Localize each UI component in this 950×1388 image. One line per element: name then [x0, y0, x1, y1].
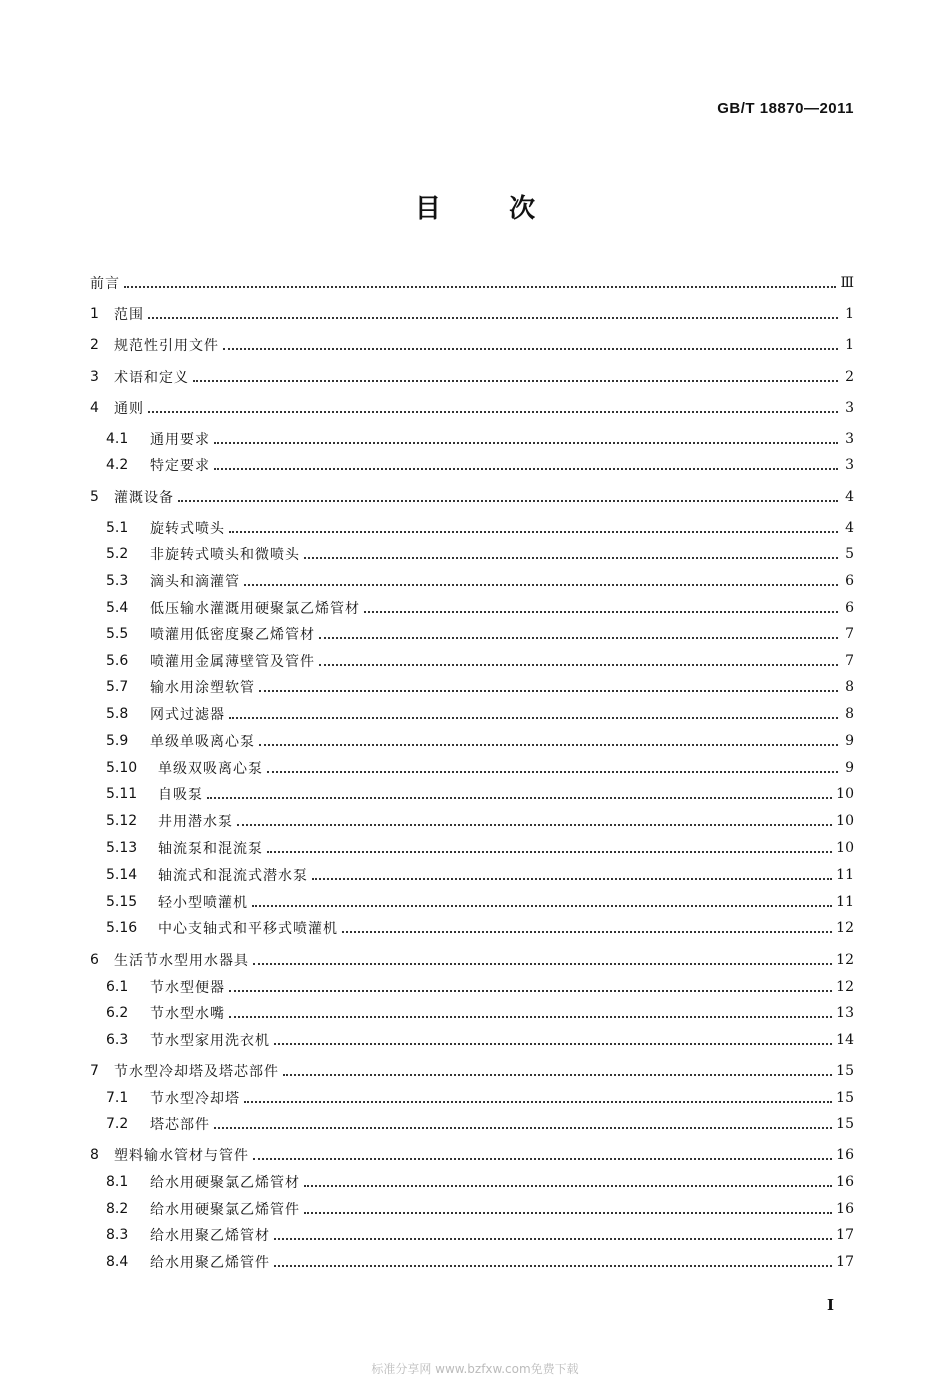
toc-entry-number: 8	[90, 1147, 99, 1163]
toc-entry-page: 13	[836, 1005, 854, 1021]
toc-entry-number: 4.1	[106, 431, 129, 447]
toc-entry-page: 5	[845, 546, 854, 562]
toc-entry-label: 轴流泵和混流泵	[158, 841, 263, 857]
toc-entry-page: 16	[836, 1174, 854, 1190]
toc-entry-number: 5.13	[106, 840, 138, 856]
toc-dot-leader	[148, 303, 838, 319]
toc-entry-label: 轻小型喷灌机	[158, 895, 248, 911]
watermark: 标准分享网 www.bzfxw.com免费下载	[371, 1362, 579, 1376]
toc-entry-number: 5.12	[106, 813, 138, 829]
toc-entry-label: 塔芯部件	[150, 1117, 210, 1133]
toc-entry-label: 规范性引用文件	[114, 338, 219, 354]
toc-entry-number: 7	[90, 1063, 99, 1079]
toc-entry[interactable]	[106, 597, 854, 619]
toc-entry-number: 1	[90, 306, 99, 322]
toc-entry[interactable]	[106, 1251, 854, 1273]
toc-entry-label: 通则	[114, 401, 144, 417]
toc-dot-leader	[283, 1060, 832, 1076]
toc-entry[interactable]	[106, 1087, 854, 1109]
toc-entry-page: 11	[836, 867, 854, 883]
toc-entry-page: 17	[836, 1227, 854, 1243]
toc-entry-number: 5.9	[106, 733, 129, 749]
toc-entry-page: 8	[845, 679, 854, 695]
toc-entry-number: 8.4	[106, 1254, 129, 1270]
toc-entry-page: 7	[845, 653, 854, 669]
toc-entry-page: 15	[836, 1116, 854, 1132]
title-char-2: 次	[509, 194, 536, 224]
toc-dot-leader	[207, 783, 832, 799]
toc-entry-number: 5.1	[106, 520, 129, 536]
toc-entry-label: 滴头和滴灌管	[150, 574, 240, 590]
toc-entry-number: 5.11	[106, 786, 138, 802]
toc-entry-label: 节水型水嘴	[150, 1006, 225, 1022]
toc-entry-number: 8.2	[106, 1201, 129, 1217]
toc-entry-page: 3	[845, 457, 854, 473]
toc-dot-leader	[237, 810, 832, 826]
toc-entry-page: 15	[836, 1090, 854, 1106]
toc-dot-leader	[364, 597, 838, 613]
toc-entry-label: 给水用聚乙烯管材	[150, 1228, 270, 1244]
toc-dot-leader	[253, 1144, 832, 1160]
toc-entry-label: 输水用涂塑软管	[150, 680, 255, 696]
toc-dot-leader	[274, 1224, 832, 1240]
toc-entry[interactable]	[106, 623, 854, 645]
toc-entry-page: 16	[836, 1147, 854, 1163]
toc-entry-label: 节水型冷却塔及塔芯部件	[114, 1064, 279, 1080]
toc-entry-number: 8.1	[106, 1174, 129, 1190]
toc-dot-leader	[214, 454, 838, 470]
toc-entry[interactable]	[106, 454, 854, 476]
toc-entry-page: 6	[845, 600, 854, 616]
toc-entry[interactable]	[90, 272, 854, 294]
toc-entry-page: 6	[845, 573, 854, 589]
toc-entry-label: 节水型冷却塔	[150, 1091, 240, 1107]
toc-entry-label: 自吸泵	[158, 787, 203, 803]
toc-entry-label: 网式过滤器	[150, 707, 225, 723]
toc-entry[interactable]	[90, 303, 854, 325]
toc-entry-page: 1	[845, 337, 854, 353]
title-char-1: 目	[414, 194, 441, 224]
toc-entry-label: 灌溉设备	[114, 490, 174, 506]
toc-entry-number: 5.10	[106, 760, 138, 776]
toc-entry[interactable]	[106, 570, 854, 592]
toc-entry-page: 10	[836, 813, 854, 829]
toc-dot-leader	[244, 1087, 832, 1103]
toc-entry-page: 12	[836, 979, 854, 995]
toc-entry-label: 节水型便器	[150, 980, 225, 996]
toc-entry[interactable]	[106, 1171, 854, 1193]
toc-entry-label: 塑料输水管材与管件	[114, 1148, 249, 1164]
toc-entry[interactable]	[106, 757, 854, 779]
toc-dot-leader	[259, 730, 838, 746]
toc-entry[interactable]	[90, 949, 854, 971]
toc-entry[interactable]	[106, 976, 854, 998]
toc-entry-page: 11	[836, 894, 854, 910]
toc-entry-number: 6	[90, 952, 99, 968]
toc-entry-page: 1	[845, 306, 854, 322]
toc-entry-label: 单级双吸离心泵	[158, 761, 263, 777]
toc-entry[interactable]	[90, 486, 854, 508]
toc-entry[interactable]	[106, 891, 854, 913]
toc-entry-number: 5.8	[106, 706, 129, 722]
toc-entry[interactable]	[90, 1144, 854, 1166]
toc-entry[interactable]	[106, 703, 854, 725]
toc-dot-leader	[319, 623, 838, 639]
toc-entry[interactable]	[106, 428, 854, 450]
toc-entry[interactable]	[106, 730, 854, 752]
toc-entry[interactable]	[106, 864, 854, 886]
toc-entry-number: 5.7	[106, 679, 129, 695]
toc-entry-label: 给水用硬聚氯乙烯管件	[150, 1202, 300, 1218]
toc-dot-leader	[193, 366, 838, 382]
toc-entry-number: 5.16	[106, 920, 138, 936]
toc-entry-page: Ⅲ	[840, 275, 854, 291]
toc-entry[interactable]	[90, 1060, 854, 1082]
page-number: I	[826, 1296, 834, 1314]
toc-entry-label: 给水用硬聚氯乙烯管材	[150, 1175, 300, 1191]
toc-entry-number: 5.5	[106, 626, 129, 642]
toc-entry-label: 旋转式喷头	[150, 521, 225, 537]
toc-entry[interactable]	[106, 543, 854, 565]
toc-entry-label: 单级单吸离心泵	[150, 734, 255, 750]
toc-entry-number: 6.1	[106, 979, 129, 995]
toc-dot-leader	[267, 757, 838, 773]
toc-entry-page: 10	[836, 840, 854, 856]
toc-entry-label: 范围	[114, 307, 144, 323]
toc-entry-label: 特定要求	[150, 458, 210, 474]
toc-dot-leader	[304, 1198, 832, 1214]
toc-entry-page: 2	[845, 369, 854, 385]
toc-entry-number: 5.2	[106, 546, 129, 562]
toc-entry-page: 8	[845, 706, 854, 722]
toc-entry-number: 5.3	[106, 573, 129, 589]
toc-dot-leader	[214, 428, 838, 444]
toc-entry-page: 3	[845, 431, 854, 447]
toc-entry-label: 中心支轴式和平移式喷灌机	[158, 921, 338, 937]
toc-dot-leader	[223, 334, 838, 350]
toc-entry[interactable]	[106, 1002, 854, 1024]
toc-entry-label: 轴流式和混流式潜水泵	[158, 868, 308, 884]
toc-entry-page: 4	[845, 489, 854, 505]
toc-dot-leader	[274, 1029, 832, 1045]
toc-entry-page: 12	[836, 952, 854, 968]
toc-entry-label: 喷灌用金属薄壁管及管件	[150, 654, 315, 670]
toc-dot-leader	[214, 1113, 832, 1129]
toc-dot-leader	[244, 570, 838, 586]
toc-entry[interactable]	[106, 1029, 854, 1051]
toc-entry-label: 生活节水型用水器具	[114, 953, 249, 969]
toc-entry-number: 6.3	[106, 1032, 129, 1048]
toc-entry-number: 7.1	[106, 1090, 129, 1106]
toc-entry[interactable]	[90, 366, 854, 388]
toc-entry-number: 8.3	[106, 1227, 129, 1243]
toc-entry-page: 7	[845, 626, 854, 642]
toc-entry-label: 喷灌用低密度聚乙烯管材	[150, 627, 315, 643]
toc-entry[interactable]	[106, 1224, 854, 1246]
toc-entry[interactable]	[106, 810, 854, 832]
toc-dot-leader	[304, 1171, 832, 1187]
toc-entry-number: 6.2	[106, 1005, 129, 1021]
toc-entry-number: 5.6	[106, 653, 129, 669]
toc-entry-number: 5.15	[106, 894, 138, 910]
toc-entry-label: 非旋转式喷头和微喷头	[150, 547, 300, 563]
toc-dot-leader	[229, 1002, 832, 1018]
toc-dot-leader	[342, 917, 832, 933]
toc-entry-page: 3	[845, 400, 854, 416]
toc-entry-label: 给水用聚乙烯管件	[150, 1255, 270, 1271]
toc-entry[interactable]	[90, 334, 854, 356]
toc-entry[interactable]	[106, 650, 854, 672]
toc-entry-number: 2	[90, 337, 99, 353]
toc-dot-leader	[267, 837, 832, 853]
toc-entry-label: 前言	[90, 276, 120, 292]
toc-entry-number: 5.4	[106, 600, 129, 616]
toc-entry-page: 10	[836, 786, 854, 802]
toc-entry-page: 9	[845, 760, 854, 776]
toc-dot-leader	[274, 1251, 832, 1267]
toc-entry-page: 16	[836, 1201, 854, 1217]
toc-entry-page: 9	[845, 733, 854, 749]
toc-entry-page: 17	[836, 1254, 854, 1270]
toc-entry-page: 14	[836, 1032, 854, 1048]
toc-entry-label: 低压输水灌溉用硬聚氯乙烯管材	[150, 601, 360, 617]
toc-dot-leader	[229, 703, 838, 719]
toc-entry[interactable]	[106, 783, 854, 805]
toc-dot-leader	[124, 272, 836, 288]
toc-dot-leader	[229, 517, 838, 533]
toc-entry-number: 4	[90, 400, 99, 416]
toc-entry-number: 4.2	[106, 457, 129, 473]
toc-entry[interactable]	[106, 517, 854, 539]
toc-entry-label: 井用潜水泵	[158, 814, 233, 830]
toc-entry[interactable]	[106, 676, 854, 698]
toc-dot-leader	[178, 486, 838, 502]
toc-entry-label: 术语和定义	[114, 370, 189, 386]
toc-entry-number: 3	[90, 369, 99, 385]
toc-entry-label: 节水型家用洗衣机	[150, 1033, 270, 1049]
toc-dot-leader	[319, 650, 838, 666]
toc-dot-leader	[229, 976, 832, 992]
toc-entry[interactable]	[106, 917, 854, 939]
toc-dot-leader	[304, 543, 838, 559]
toc-entry-number: 5	[90, 489, 99, 505]
toc-entry-page: 15	[836, 1063, 854, 1079]
toc-dot-leader	[312, 864, 832, 880]
toc-entry[interactable]	[90, 397, 854, 419]
toc-entry[interactable]	[106, 1198, 854, 1220]
toc-entry[interactable]	[106, 1113, 854, 1135]
toc-dot-leader	[253, 949, 832, 965]
toc-entry-page: 4	[845, 520, 854, 536]
toc-entry[interactable]	[106, 837, 854, 859]
page-title	[0, 188, 950, 225]
toc-entry-number: 5.14	[106, 867, 138, 883]
toc-dot-leader	[259, 676, 838, 692]
standard-code: GB/T 18870—2011	[717, 100, 854, 117]
toc-entry-page: 12	[836, 920, 854, 936]
toc-entry-label: 通用要求	[150, 432, 210, 448]
toc-dot-leader	[252, 891, 832, 907]
toc-dot-leader	[148, 397, 838, 413]
toc-entry-number: 7.2	[106, 1116, 129, 1132]
